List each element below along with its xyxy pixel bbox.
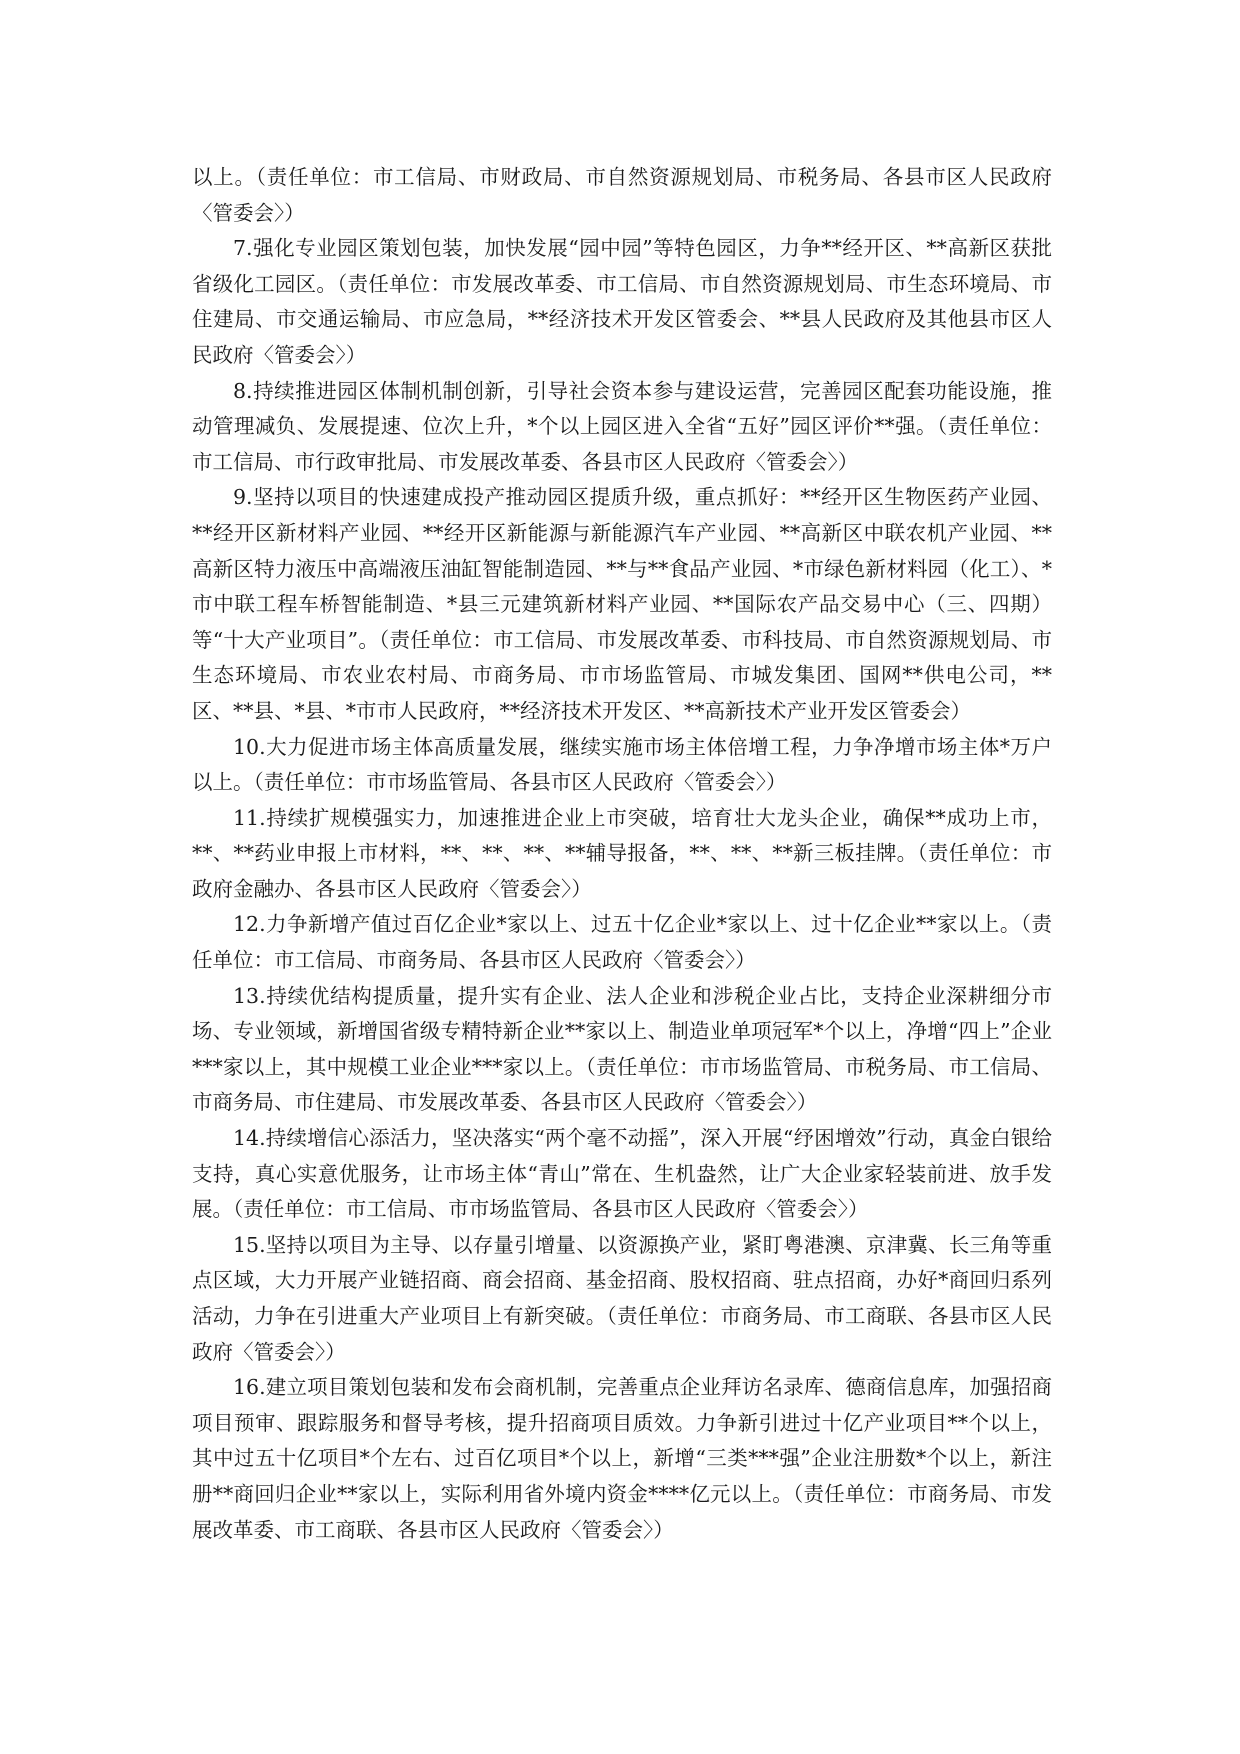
paragraph-item-11: 11.持续扩规模强实力，加速推进企业上市突破，培育壮大龙头企业，确保**成功上市，**、**药业申报上市材料，**、**、**、**辅导报备，**、**、**新三板挂牌。（责任单位：市政府金融办、各县市区人民政府〈管委会〉） [192,805,1052,901]
paragraph-item-9: 9.坚持以项目的快速建成投产推动园区提质升级，重点抓好：**经开区生物医药产业园、**经开区新材料产业园、**经开区新能源与新能源汽车产业园、**高新区中联农机产业园、**高新区特力液压中高端液压油缸智能制造园、**与**食品产业园、*市绿色新材料园（化工）、*市中联工程车桥智能制造、*县三元建筑新材料产业园、**国际农产品交易中心（三、四期）等“十大产业项目”。（责任单位：市工信局、市发展改革委、市科技局、市自然资源规划局、市生态环境局、市农业农村局、市商务局、市市场监管局、市城发集团、国网**供电公司，**区、**县、*县、*市市人民政府，**经济技术开发区、**高新技术产业开发区管委会） [192,485,1052,723]
paragraph-item-10: 10.大力促进市场主体高质量发展，继续实施市场主体倍增工程，力争净增市场主体*万户以上。（责任单位：市市场监管局、各县市区人民政府〈管委会〉） [192,734,1052,795]
paragraph-item-7: 7.强化专业园区策划包装，加快发展“园中园”等特色园区，力争**经开区、**高新区获批省级化工园区。（责任单位：市发展改革委、市工信局、市自然资源规划局、市生态环境局、市住建局、市交通运输局、市应急局，**经济技术开发区管委会、**县人民政府及其他县市区人民政府〈管委会〉） [192,236,1052,367]
paragraph-item-13: 13.持续优结构提质量，提升实有企业、法人企业和涉税企业占比，支持企业深耕细分市场、专业领域，新增国省级专精特新企业**家以上、制造业单项冠军*个以上，净增“四上”企业***家以上，其中规模工业企业***家以上。（责任单位：市市场监管局、市税务局、市工信局、市商务局、市住建局、市发展改革委、各县市区人民政府〈管委会〉） [192,983,1052,1115]
paragraph-item-16: 16.建立项目策划包装和发布会商机制，完善重点企业拜访名录库、德商信息库，加强招商项目预审、跟踪服务和督导考核，提升招商项目质效。力争新引进过十亿产业项目**个以上，其中过五十亿项目*个左右、过百亿项目*个以上，新增“三类***强”企业注册数*个以上，新注册**商回归企业**家以上，实际利用省外境内资金****亿元以上。（责任单位：市商务局、市发展改革委、市工商联、各县市区人民政府〈管委会〉） [192,1375,1052,1542]
paragraph-item-14: 14.持续增信心添活力，坚决落实“两个毫不动摇”，深入开展“纾困增效”行动，真金白银给支持，真心实意优服务，让市场主体“青山”常在、生机盎然，让广大企业家轻装前进、放手发展。（责任单位：市工信局、市市场监管局、各县市区人民政府〈管委会〉） [192,1126,1052,1222]
document-page [192,160,1052,1548]
paragraph-item-12: 12.力争新增产值过百亿企业*家以上、过五十亿企业*家以上、过十亿企业**家以上。（责任单位：市工信局、市商务局、各县市区人民政府〈管委会〉） [192,912,1052,973]
paragraph-item-15: 15.坚持以项目为主导、以存量引增量、以资源换产业，紧盯粤港澳、京津冀、长三角等重点区域，大力开展产业链招商、商会招商、基金招商、股权招商、驻点招商，办好*商回归系列活动，力争在引进重大产业项目上有新突破。（责任单位：市商务局、市工商联、各县市区人民政府〈管委会〉） [192,1232,1052,1364]
paragraph-continuation: 以上。（责任单位：市工信局、市财政局、市自然资源规划局、市税务局、各县市区人民政府〈管委会〉） [192,165,1052,225]
paragraph-item-8: 8.持续推进园区体制机制创新，引导社会资本参与建设运营，完善园区配套功能设施，推动管理减负、发展提速、位次上升，*个以上园区进入全省“五好”园区评价**强。（责任单位：市工信局、市行政审批局、市发展改革委、各县市区人民政府〈管委会〉） [192,378,1052,474]
